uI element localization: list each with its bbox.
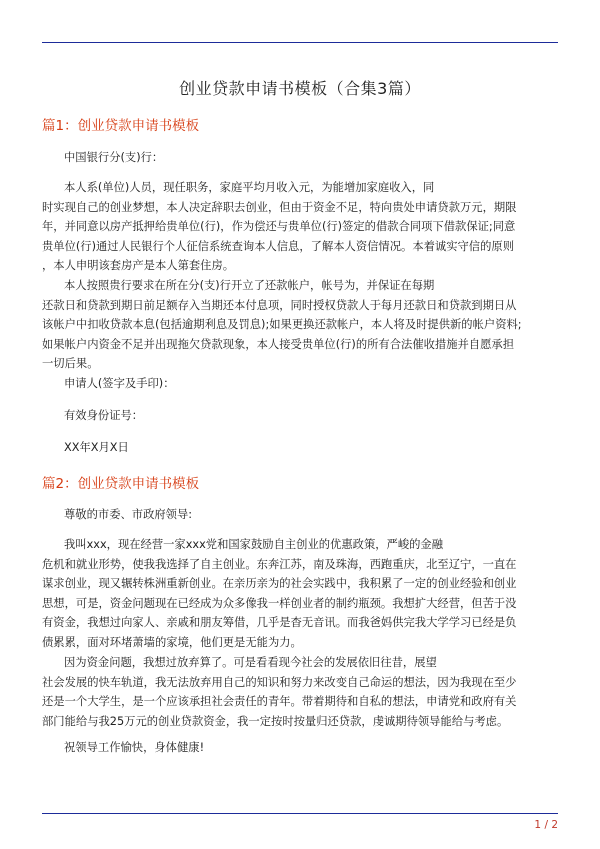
paragraph-line: 谋求创业，现又辗转株洲重新创业。在亲历亲为的社会实践中，我积累了一定的创业经验和创业: [42, 577, 517, 590]
paragraph-line: 该帐户中扣收贷款本息(包括逾期利息及罚息);如果更换还款帐户，本人将及时提供新的帐户资料;: [42, 318, 522, 331]
paragraph-line: 尊敬的市委、市政府领导:: [64, 508, 193, 521]
section-1-paragraph: [42, 148, 558, 168]
paragraph-line: 如果帐户内资金不足并出现拖欠贷款现象，本人接受贵单位(行)的所有合法催收措施并自愿承担: [42, 337, 514, 351]
paragraph-line: 我叫xxx，现在经营一家xxx党和国家鼓励自主创业的优惠政策，严峻的金融: [64, 538, 444, 551]
paragraph-line: 本人系(单位)人员，现任职务，家庭平均月收入元，为能增加家庭收入，同: [64, 181, 435, 194]
paragraph-line: XX年X月X日: [64, 441, 129, 454]
paragraph-line: 有效身份证号：: [64, 409, 144, 422]
paragraph-line: 思想，可是，资金问题现在已经成为众多像我一样创业者的制约瓶颈。我想扩大经营，但苦于没: [42, 596, 517, 610]
section-2-paragraph: [42, 653, 558, 731]
paragraph-line: 祝领导工作愉快，身体健康!: [64, 741, 205, 754]
paragraph-line: 有资金，我想过向家人、亲戚和朋友筹借，几乎是杳无音讯。而我爸妈供完我大学学习已经是负: [42, 616, 517, 629]
paragraph-line: 申请人(签字及手印)：: [64, 377, 175, 390]
paragraph-line: ，本人申明该套房产是本人第套住房。: [42, 259, 235, 272]
paragraph-line: 本人按照贵行要求在所在分(支)行开立了还款帐户，帐号为，并保证在每期: [64, 279, 435, 292]
paragraph-line: 因为资金问题，我想过放弃算了。可是看看现今社会的发展依旧往昔，展望: [64, 656, 437, 669]
section-2-paragraph: [42, 505, 558, 525]
section-1-paragraph: [42, 276, 558, 374]
document-title: 创业贷款申请书模板（合集3篇）: [179, 79, 421, 98]
section-1-paragraph: [42, 406, 558, 426]
paragraph-line: 中国银行分(支)行：: [64, 151, 164, 164]
section-2-paragraph: [42, 535, 558, 652]
paragraph-line: 部门能给与我25万元的创业贷款资金，我一定按时按量归还贷款，虔诚期待领导能给与考虑。: [42, 714, 509, 728]
section-1-paragraph: [42, 178, 558, 276]
paragraph-line: 危机和就业形势，使我我选择了自主创业。东奔江苏，南及珠海，西跑重庆，北至辽宁，一直在: [42, 557, 517, 571]
section-1-heading: 篇1：创业贷款申请书模板: [42, 118, 200, 134]
paragraph-line: 社会发展的快车轨道，我无法放弃用自己的知识和努力来改变自己命运的想法，因为我现在至少: [42, 675, 517, 689]
paragraph-line: 还款日和贷款到期日前足额存入当期还本付息项，同时授权贷款人于每月还款日和贷款到期日从: [42, 298, 517, 312]
header-rule: [42, 42, 558, 43]
paragraph-line: 时实现自己的创业梦想，本人决定辞职去创业，但由于资金不足，特向贵处申请贷款万元，期限: [42, 200, 517, 214]
paragraph-line: 年，并同意以房产抵押给贵单位(行)，作为偿还与贵单位(行)签定的借款合同项下借款保证;同意: [42, 220, 516, 233]
footer-rule: [42, 813, 558, 814]
section-1-paragraph: [42, 374, 558, 394]
paragraph-line: 还是一个大学生，是一个应该承担社会责任的青年。带着期待和自私的想法，申请党和政府有关: [42, 695, 517, 708]
section-2-heading: 篇2：创业贷款申请书模板: [42, 476, 200, 492]
page-indicator: 1 / 2: [534, 819, 558, 831]
paragraph-line: 一切后果。: [42, 357, 99, 370]
section-2-paragraph: [42, 738, 558, 758]
paragraph-line: 贵单位(行)通过人民银行个人征信系统查询本人信息，了解本人资信情况。本着诚实守信的原则: [42, 239, 514, 253]
section-1-paragraph: [42, 438, 558, 458]
paragraph-line: 债累累，面对环堵萧墙的家境，他们更是无能为力。: [42, 635, 302, 649]
